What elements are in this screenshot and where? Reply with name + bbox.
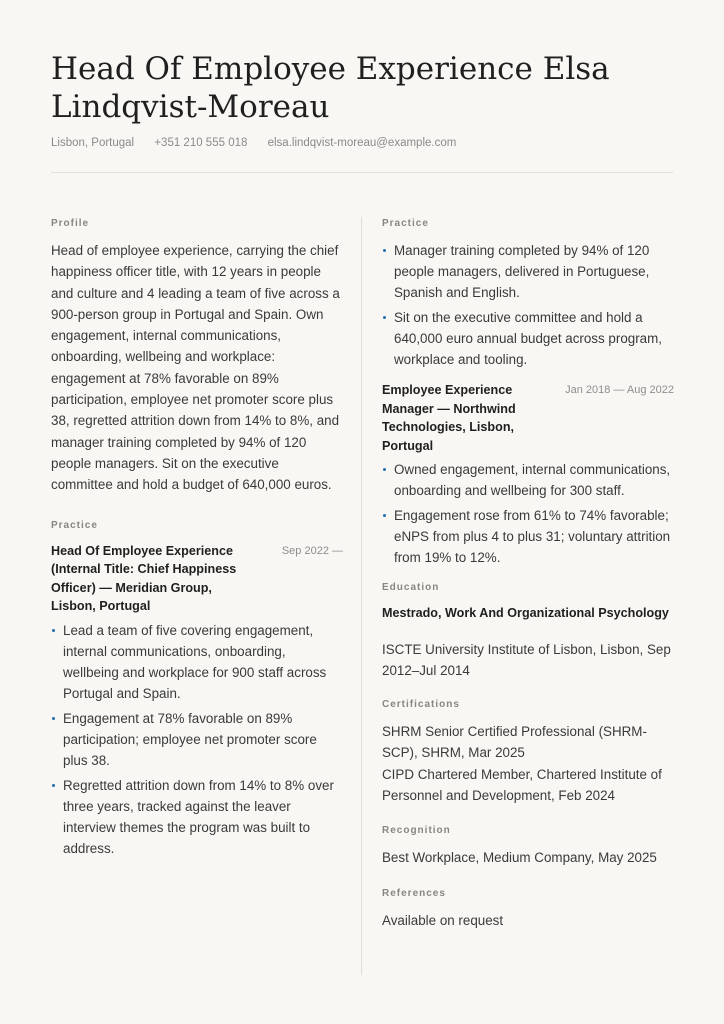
list-item: Engagement rose from 61% to 74% favorable; eNPS from plus 4 to plus 31; voluntary attrition from 19% to 12%. <box>382 505 674 568</box>
header-divider <box>51 172 673 173</box>
job-date: Jan 2018 — Aug 2022 <box>565 384 674 396</box>
section-title-education: Education <box>382 582 440 593</box>
job-title: Employee Experience Manager — Northwind Technologies, Lisbon, Portugal <box>382 383 516 453</box>
degree-title: Mestrado, Work And Organizational Psychology <box>382 606 669 620</box>
practice-bullets <box>382 240 674 370</box>
certification-item: CIPD Chartered Member, Chartered Institute of Personnel and Development, Feb 2024 <box>382 766 662 803</box>
job-date: Sep 2022 — <box>281 544 343 557</box>
section-title-recognition: Recognition <box>382 824 451 836</box>
practice-section-right <box>382 217 674 568</box>
email-link[interactable]: elsa.lindqvist-moreau@example.com <box>267 137 457 149</box>
section-title-certifications: Certifications <box>382 698 460 710</box>
profile-text: Head of employee experience, carrying the chief happiness officer title, with 12 years in people and culture and 4 leading a team of five across a 900-person group in Portugal and Spain. Own engagement, internal communications, onboarding, wellbeing and workplace: engagement at 78% favorable on 89% participation, employee net promoter score plus 38, regretted attrition down from 14% to 8%, and manager training completed by 94% of 120 people managers. Sit on the executive committee and hold a budget of 640,000 euros. <box>51 243 340 493</box>
contact-line <box>51 137 473 149</box>
candidate-name: Head Of Employee Experience Elsa Lindqvist-Moreau <box>51 51 610 125</box>
job-bullets <box>382 459 674 568</box>
phone-text: +351 210 555 018 <box>154 137 248 149</box>
location-text: Lisbon, Portugal <box>51 137 135 149</box>
job-bullets <box>51 620 343 859</box>
references-section <box>382 887 674 931</box>
list-item: Engagement at 78% favorable on 89% participation; employee net promoter score plus 38. <box>51 708 343 771</box>
job-header <box>382 381 674 455</box>
list-item: Manager training completed by 94% of 120 people managers, delivered in Portuguese, Spanish and English. <box>382 240 674 303</box>
column-divider <box>361 217 362 975</box>
job-header <box>51 542 343 616</box>
list-item: Sit on the executive committee and hold a 640,000 euro annual budget across program, workplace and tooling. <box>382 307 674 370</box>
section-title-profile: Profile <box>51 218 90 229</box>
profile-section <box>51 217 343 496</box>
recognition-section <box>382 824 674 868</box>
education-section <box>382 581 674 681</box>
list-item: Lead a team of five covering engagement, internal communications, onboarding, wellbeing and workplace for 900 staff across Portugal and Spain. <box>51 620 343 704</box>
certification-item: SHRM Senior Certified Professional (SHRM-SCP), SHRM, Mar 2025 <box>382 723 647 760</box>
section-title-references: References <box>382 887 446 899</box>
section-title-practice: Practice <box>382 218 429 229</box>
recognition-text: Best Workplace, Medium Company, May 2025 <box>382 849 657 865</box>
certifications-section <box>382 698 674 806</box>
list-item: Owned engagement, internal communications, onboarding and wellbeing for 300 staff. <box>382 459 674 501</box>
right-column <box>382 217 674 931</box>
job-title: Head Of Employee Experience (Internal Title: Chief Happiness Officer) — Meridian Group, Lisbon, Portugal <box>51 543 237 614</box>
section-title-practice: Practice <box>51 519 98 531</box>
education-detail: ISCTE University Institute of Lisbon, Lisbon, Sep 2012–Jul 2014 <box>382 641 671 678</box>
practice-section-left <box>51 519 343 859</box>
references-text: Available on request <box>382 912 504 928</box>
list-item: Regretted attrition down from 14% to 8% over three years, tracked against the leaver interview themes the program was built to address. <box>51 775 343 859</box>
left-column <box>51 217 343 863</box>
